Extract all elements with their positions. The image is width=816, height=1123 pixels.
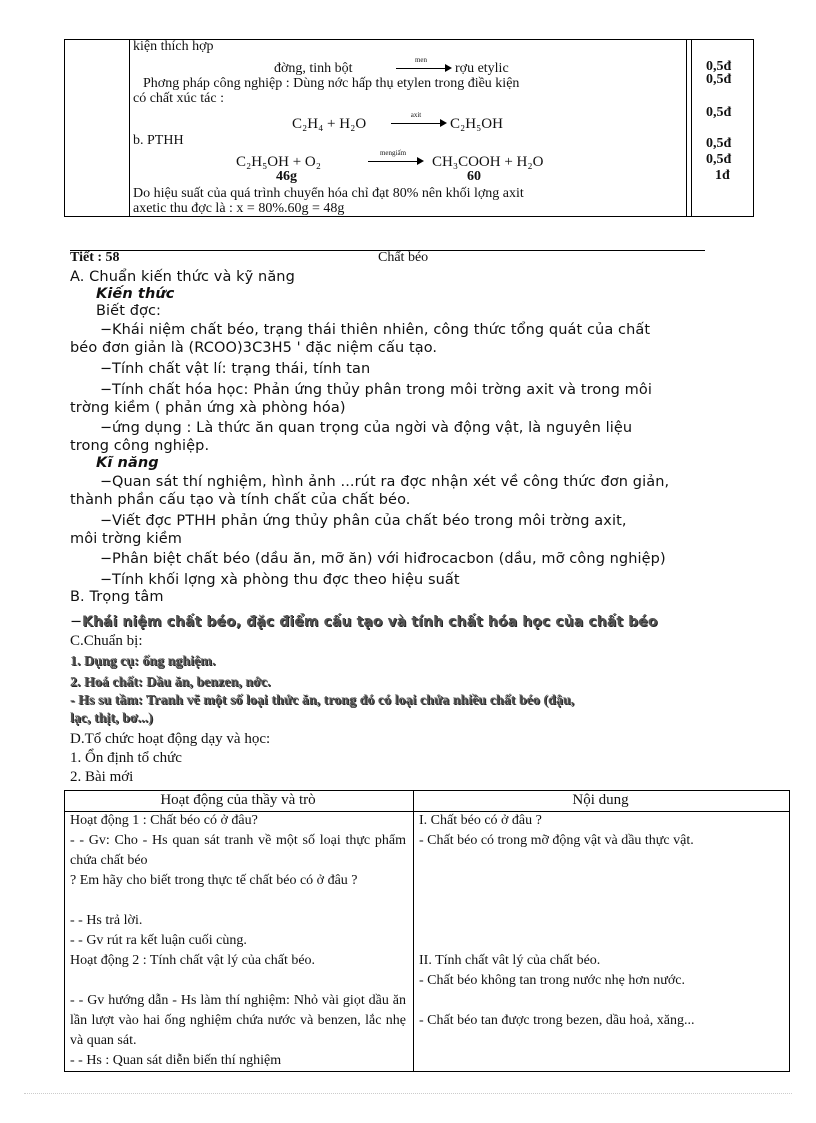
- answer-line: Phơng pháp công nghiệp : Dùng nớc hấp thụ etylen trong điều kiện: [143, 76, 520, 91]
- bullet: −: [100, 572, 113, 588]
- step-item: 2. Bài mới: [70, 769, 134, 785]
- skill-item: môi trờng kiềm: [70, 531, 183, 547]
- column-header-content: Nội dung: [572, 792, 629, 808]
- reaction-arrow: mengiấm: [368, 153, 424, 169]
- bullet: −: [70, 614, 83, 630]
- activity-cell: - - Gv: Cho - Hs quan sát tranh về một số loại thực phẩm chứa chất béo: [70, 833, 406, 868]
- section-d-heading: D.Tổ chức hoạt động dạy và học:: [70, 731, 271, 747]
- equation-left: C₂H₄ + H₂O: [292, 116, 367, 132]
- skill-item: Viết đợc PTHH phản ứng thủy phân của chất béo trong môi trờng axit,: [112, 513, 627, 529]
- score: 0,5đ: [706, 136, 732, 151]
- answer-line: có chất xúc tác :: [133, 91, 224, 106]
- activity-cell: Hoạt động 1 : Chất béo có ở đâu?: [70, 813, 258, 828]
- content-cell: II. Tính chất vât lý của chất béo.: [419, 953, 601, 968]
- focus-item: Khái niệm chất béo, đặc điểm cấu tạo và tính chất hóa học của chất béo: [82, 614, 658, 630]
- knowledge-item: béo đơn giản là (RCOO)3C3H5 ' đặc niệm cấu tạo.: [70, 340, 438, 356]
- prep-item: 1. Dụng cụ: ống nghiệm.: [70, 654, 216, 669]
- skill-item: Quan sát thí nghiệm, hình ảnh ...rút ra đợc nhận xét về công thức đơn giản,: [112, 474, 670, 490]
- bullet: −: [100, 361, 113, 377]
- answer-line: kiện thích hợp: [133, 39, 214, 54]
- bullet: −: [100, 322, 113, 338]
- bullet: −: [100, 382, 113, 398]
- activity-cell: - - Hs : Quan sát diễn biến thí nghiệm: [70, 1053, 282, 1068]
- bullet: −: [100, 551, 113, 567]
- answer-line: b. PTHH: [133, 133, 184, 148]
- score: 0,5đ: [706, 152, 732, 167]
- bullet: −: [100, 420, 113, 436]
- activity-cell: - - Gv rút ra kết luận cuối cùng.: [70, 933, 247, 948]
- know-label: Biết đợc:: [96, 303, 162, 319]
- activity-cell: - - Hs trả lời.: [70, 913, 143, 928]
- activity-cell: Hoạt động 2 : Tính chất vật lý của chất béo.: [70, 953, 316, 968]
- prep-item: lạc, thịt, bơ...): [70, 711, 153, 726]
- content-cell: - Chất béo không tan trong nước nhẹ hơn nước.: [419, 973, 685, 988]
- table-divider: [691, 40, 692, 216]
- page-footer-divider: [24, 1093, 792, 1094]
- answer-line: 46g: [276, 169, 297, 184]
- table-divider: [686, 40, 687, 216]
- lesson-number: Tiết : 58: [70, 250, 120, 265]
- prep-item: 2. Hoá chất: Dầu ăn, benzen, nớc.: [70, 675, 271, 690]
- answer-line: rợu etylic: [455, 61, 509, 76]
- bullet: −: [100, 474, 113, 490]
- skills-heading: Kĩ năng: [96, 455, 159, 471]
- knowledge-item: Tính chất hóa học: Phản ứng thủy phân trong môi trờng axit và trong môi: [112, 382, 652, 398]
- answer-line: Do hiệu suất của quá trình chuyển hóa chỉ đạt 80% nên khối lợng axit: [133, 186, 524, 201]
- equation-right: CH₃COOH + H₂O: [432, 154, 544, 170]
- equation-left: C₂H₅OH + O₂: [236, 154, 321, 170]
- knowledge-item: ứng dụng : Là thức ăn quan trọng của ngời và động vật, là nguyên liệu: [112, 420, 633, 436]
- reaction-arrow: axit: [391, 115, 447, 131]
- table-divider: [129, 40, 130, 216]
- knowledge-item: Khái niệm chất béo, trạng thái thiên nhiên, công thức tổng quát của chất: [112, 322, 651, 338]
- section-a-heading: A. Chuẩn kiến thức và kỹ năng: [70, 269, 295, 285]
- knowledge-item: trong công nghiệp.: [70, 438, 210, 454]
- skill-item: Tính khối lợng xà phòng thu đợc theo hiệu suất: [112, 572, 460, 588]
- answer-line: axetic thu đợc là : x = 80%.60g = 48g: [133, 201, 345, 216]
- answer-line: 60: [467, 169, 481, 184]
- section-b-heading: B. Trọng tâm: [70, 589, 164, 605]
- content-cell: - Chất béo tan được trong bezen, dầu hoả, xăng...: [419, 1013, 695, 1028]
- table-divider: [413, 791, 414, 1071]
- step-item: 1. Ổn định tổ chức: [70, 750, 182, 766]
- equation-right: C₂H₅OH: [450, 116, 503, 132]
- skill-item: Phân biệt chất béo (dầu ăn, mỡ ăn) với hiđrocacbon (dầu, mỡ công nghiệp): [112, 551, 666, 567]
- activity-cell: - - Gv hướng dẫn - Hs làm thí nghiệm: Nhỏ vài giọt dầu ăn lần lượt vào hai ống nghiệm chứa nước và benzen, lắc nhẹ và quan sát.: [70, 993, 406, 1048]
- page-title: Chất béo: [378, 250, 429, 265]
- score: 1đ: [715, 168, 730, 183]
- knowledge-item: Tính chất vật lí: trạng thái, tính tan: [112, 361, 371, 377]
- answer-line: đờng, tinh bột: [274, 61, 353, 76]
- activity-cell: ? Em hãy cho biết trong thực tế chất béo có ở đâu ?: [70, 873, 358, 888]
- score: 0,5đ: [706, 105, 732, 120]
- prep-item: - Hs su tầm: Tranh vẽ một số loại thức ăn, trong đó có loại chứa nhiều chất béo (đậu,: [70, 693, 575, 708]
- content-cell: - Chất béo có trong mỡ động vật và dầu thực vật.: [419, 833, 694, 848]
- bullet: −: [100, 513, 113, 529]
- score: 0,5đ: [706, 72, 732, 87]
- section-c-heading: C.Chuẩn bị:: [70, 633, 143, 649]
- knowledge-heading: Kiến thức: [96, 286, 175, 302]
- knowledge-item: trờng kiềm ( phản ứng xà phòng hóa): [70, 400, 346, 416]
- skill-item: thành phần cấu tạo và tính chất của chất béo.: [70, 492, 411, 508]
- content-cell: I. Chất béo có ở đâu ?: [419, 813, 542, 828]
- column-header-activities: Hoạt động của thầy và trò: [160, 792, 316, 808]
- reaction-arrow: men: [396, 60, 452, 76]
- score: 0,5đ: [706, 59, 732, 74]
